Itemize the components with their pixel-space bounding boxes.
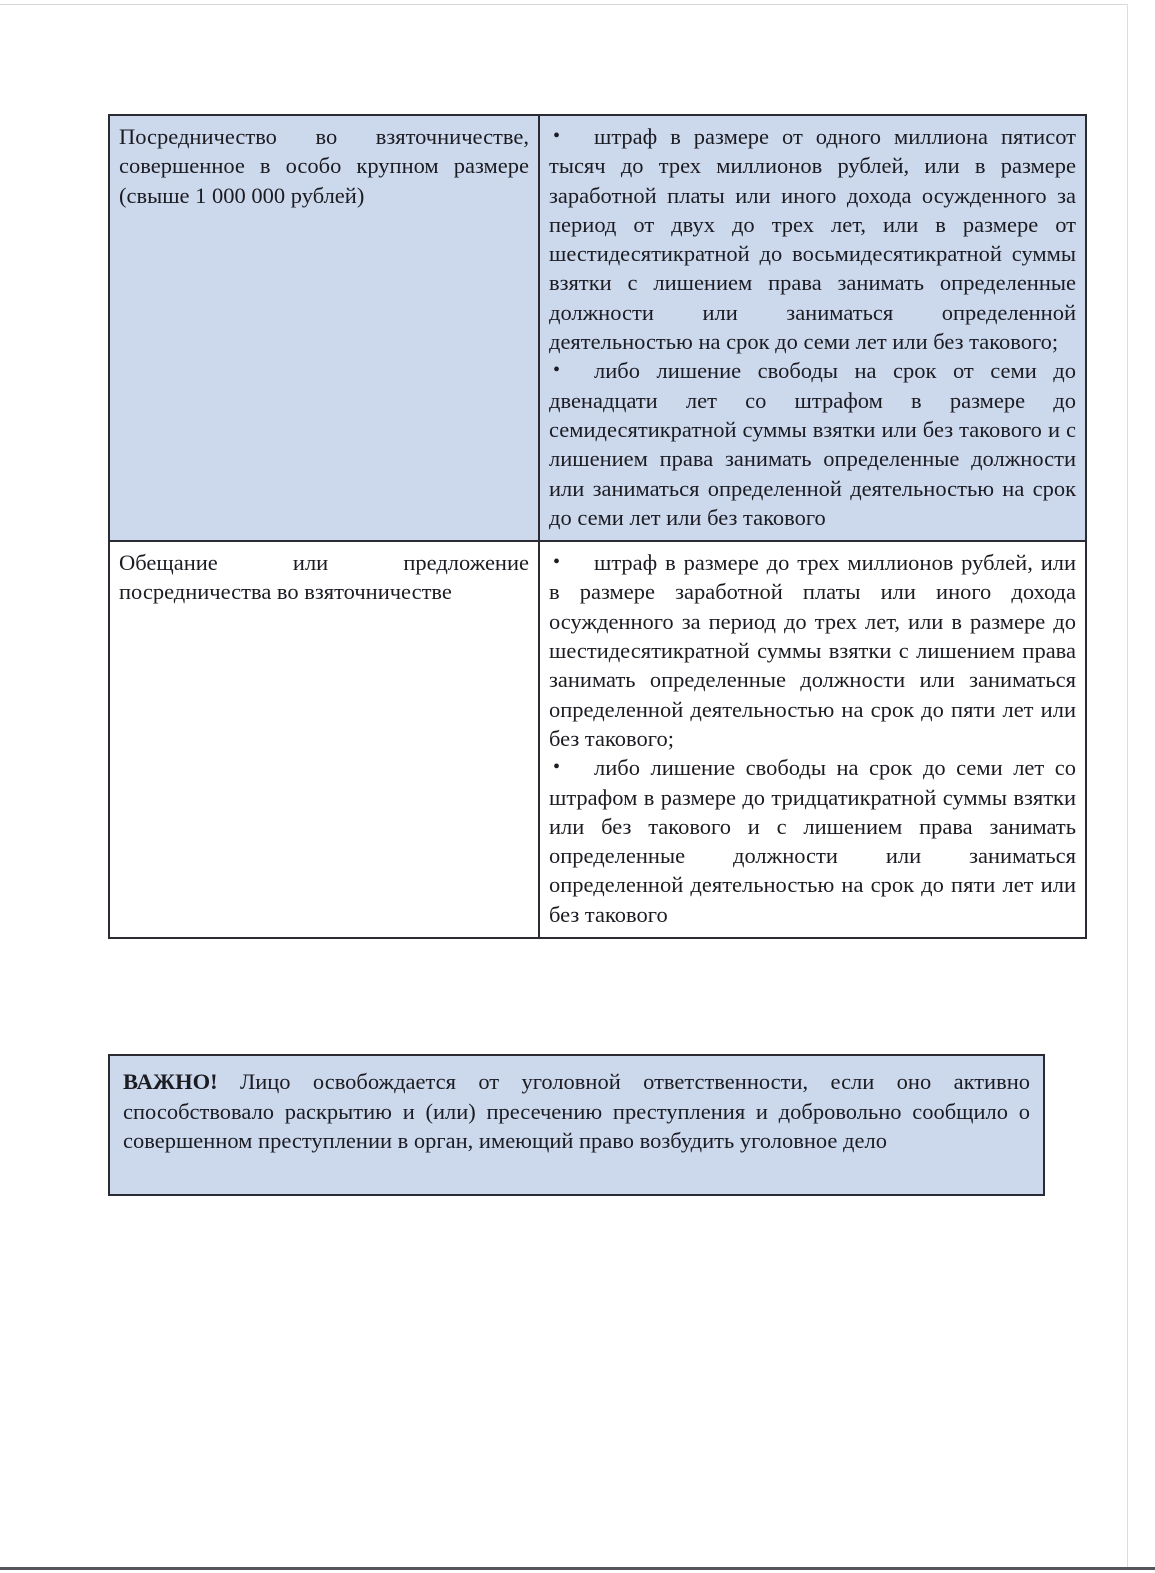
penalty-list: [549, 122, 1076, 532]
penalty-cell: [539, 115, 1086, 541]
offence-cell: [109, 541, 539, 938]
penalty-table-body: [109, 115, 1086, 938]
offence-text: Обещание или предложение посредничества во взяточничестве: [119, 550, 529, 605]
list-item: [549, 753, 1076, 929]
important-label: ВАЖНО!: [123, 1069, 218, 1094]
offence-cell: [109, 115, 539, 541]
penalty-cell: [539, 541, 1086, 938]
page-margin-right: [1128, 0, 1155, 1573]
important-note-box: [108, 1054, 1045, 1196]
table-row: [109, 115, 1086, 541]
page-edge-top: [0, 4, 1128, 5]
offence-text: Посредничество во взяточничестве, совершенное в особо крупном размере (свыше 1 000 000 рублей): [119, 124, 529, 208]
list-item: [549, 122, 1076, 356]
penalty-text: • штраф в размере до трех миллионов рублей, или в размере заработной платы или иного дохода осужденного за период до трех лет, или в размере до шестидесятикратной суммы взятки с лишением права занимать определенные должности или заниматься определенной деятельностью на срок до пяти лет или без такового;: [549, 550, 1076, 751]
penalty-text: • либо лишение свободы на срок от семи до двенадцати лет со штрафом в размере до семидесятикратной суммы взятки или без такового и с лишением права занимать определенные должности или заниматься определенной деятельностью на срок до семи лет или без такового: [549, 358, 1076, 530]
penalty-text: • штраф в размере от одного миллиона пятисот тысяч до трех миллионов рублей, или в размере заработной платы или иного дохода осужденного за период от двух до трех лет, или в размере от шестидесятикратной до восьмидесятикратной суммы взятки с лишением права занимать определенные должности или заниматься определенной деятельностью на срок до семи лет или без такового;: [549, 124, 1076, 355]
important-note-text: Лицо освобождается от уголовной ответственности, если оно активно способствовало раскрытию и (или) пресечению преступления и добровольно сообщило о совершенном преступлении в орган, имеющий право возбудить уголовное дело: [123, 1069, 1030, 1153]
list-item: [549, 356, 1076, 532]
penalty-list: [549, 548, 1076, 929]
table-row: [109, 541, 1086, 938]
penalty-table: [108, 114, 1087, 939]
penalty-text: • либо лишение свободы на срок до семи лет со штрафом в размере до тридцатикратной суммы взятки или без такового и с лишением права занимать определенные должности или заниматься определенной деятельностью на срок до пяти лет или без такового: [549, 755, 1076, 927]
list-item: [549, 548, 1076, 753]
